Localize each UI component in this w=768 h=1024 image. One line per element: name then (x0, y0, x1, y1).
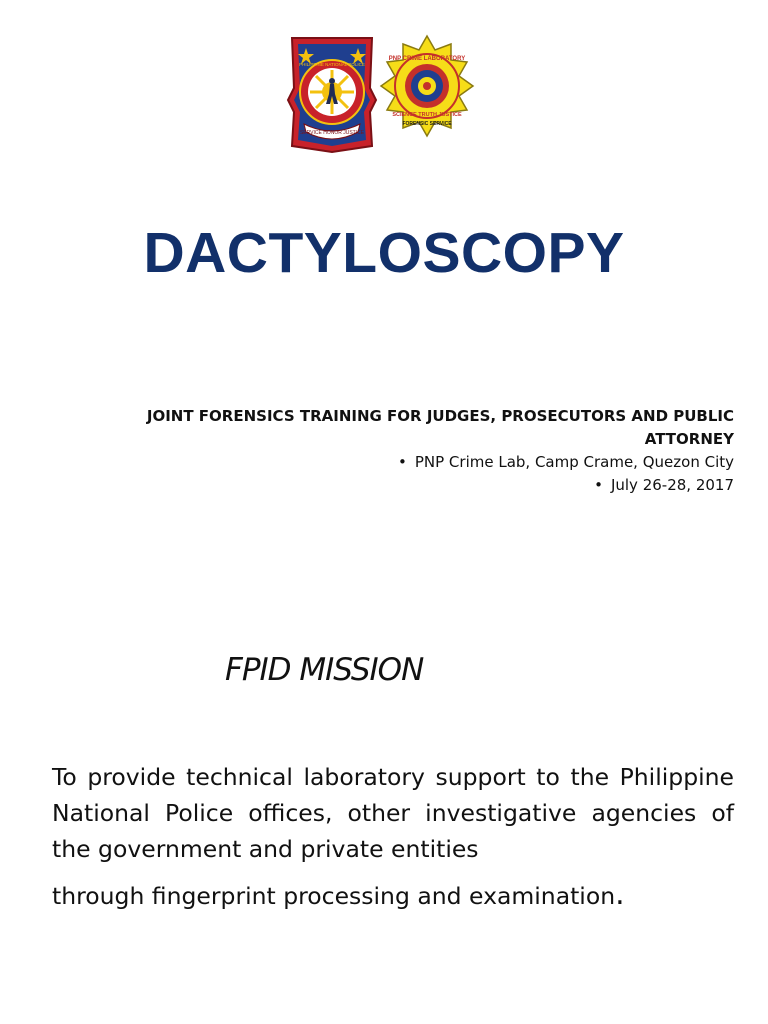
event-dates (94, 474, 734, 497)
mission-heading: FPID MISSION (225, 652, 424, 688)
mission-body-last (52, 877, 734, 914)
event-venue (94, 451, 734, 474)
lab-ring-text: PNP CRIME LABORATORY (388, 56, 466, 62)
pnp-motto: SERVICE HONOR JUSTICE (299, 130, 365, 136)
pnp-seal-text: PHILIPPINE NATIONAL POLICE (299, 62, 365, 67)
philippine-national-police-seal-icon (286, 28, 378, 154)
event-dates-text: July 26-28, 2017 (610, 476, 734, 494)
pnp-crime-laboratory-badge-icon (375, 34, 479, 142)
event-title-line1: JOINT FORENSICS TRAINING FOR JUDGES, PROSECUTORS AND PUBLIC (146, 407, 734, 425)
event-info (94, 405, 734, 497)
mission-body-period: . (615, 877, 625, 912)
lab-motto: SCIENCE TRUTH JUSTICE (392, 112, 462, 118)
page-title: DACTYLOSCOPY (143, 221, 625, 285)
event-title-line2: ATTORNEY (644, 430, 734, 448)
mission-body (52, 759, 734, 914)
lab-banner: FORENSIC SERVICE (402, 121, 452, 127)
bullet-icon: • (397, 453, 407, 471)
header-logos (286, 28, 486, 156)
mission-body-last-text: through fingerprint processing and examination (52, 882, 616, 910)
event-venue-text: PNP Crime Lab, Camp Crame, Quezon City (414, 453, 734, 471)
mission-body-main: To provide technical laboratory support to the Philippine National Police offices, other investigative agencies of the government and private entities (52, 763, 734, 863)
bullet-icon: • (594, 476, 603, 494)
